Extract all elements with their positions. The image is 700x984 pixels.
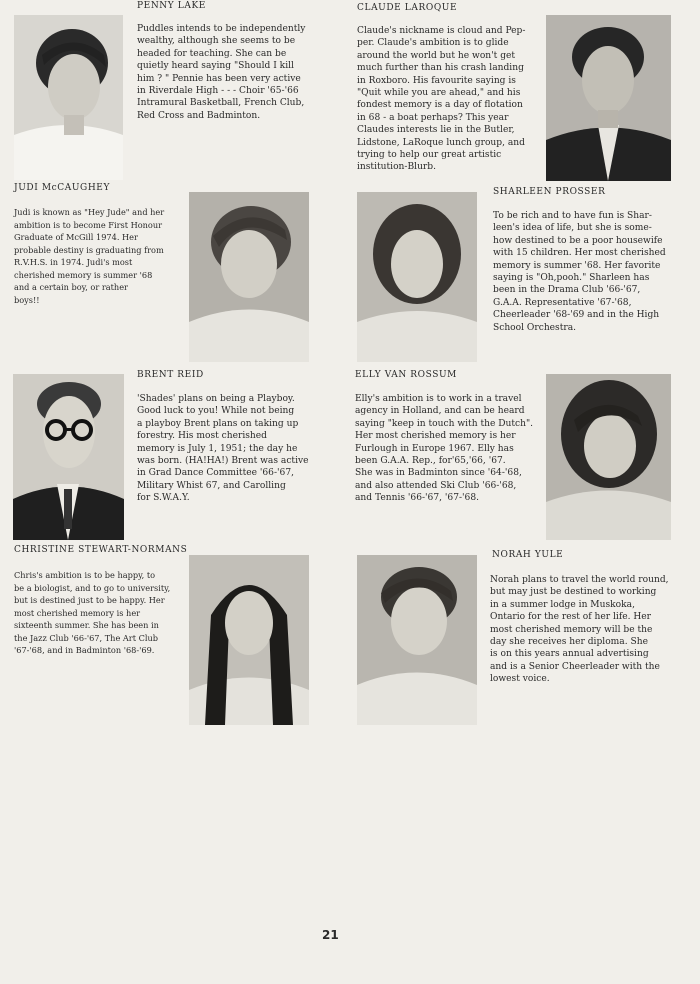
student-name: SHARLEEN PROSSER	[493, 187, 606, 197]
student-photo-judi-mccaughey	[189, 192, 309, 362]
student-photo-norah-yule	[357, 555, 477, 725]
student-bio: To be rich and to have fun is Shar- leen's idea of life, but she is some- how destined to be a poor housewife with 15 children. Her most cherished memory is summer '68. Her favorite saying is "Oh,pooh." Sharleen has been in the Drama Club '66-'67, G.A.A. Representative '67-'68, Cheerleader '68-'69 and in the High School Orchestra.	[493, 211, 666, 333]
student-photo-elly-van-rossum	[546, 374, 671, 540]
student-bio: Judi is known as "Hey Jude" and her ambition is to become First Honour Graduate of McGill 1974. Her probable destiny is graduating from R.V.H.S. in 1974. Judi's most cherished memory is summer '68 and a certain boy, or rather boys!!	[14, 207, 165, 305]
student-bio: Claude's nickname is cloud and Pep- per. Claude's ambition is to glide around the world but he won't get much further than his crash landing in Roxboro. His favourite saying is "Quit while you are ahead," and his fondest memory is a day of flotation in 68 - a boat perhaps? This year Claudes interests lie in the Butler, Lidstone, LaRoque lunch group, and trying to help our great artistic institution-Blurb.	[357, 26, 526, 173]
student-photo-claude-laroque	[546, 15, 671, 181]
student-photo-penny-lake	[14, 15, 123, 180]
student-bio: Norah plans to travel the world round, but may just be destined to working in a summer lodge in Muskoka, Ontario for the rest of her life. Her most cherished memory will be the day she receives her diploma. She is on this years annual advertising and is a Senior Cheerleader with the lowest voice.	[490, 575, 669, 685]
student-name: NORAH YULE	[492, 550, 564, 560]
student-photo-brent-reid	[13, 374, 124, 540]
student-name: CLAUDE LAROQUE	[357, 3, 458, 13]
student-bio: 'Shades' plans on being a Playboy. Good luck to you! While not being a playboy Brent plans on taking up forestry. His most cherished memory is July 1, 1951; the day he was born. (HA!HA!) Brent was active in Grad Dance Committee '66-'67, Military Whist 67, and Carolling for S.W.A.Y.	[137, 394, 309, 504]
student-bio: Elly's ambition is to work in a travel agency in Holland, and can be heard saying "keep in touch with the Dutch". Her most cherished memory is her Furlough in Europe 1967. Elly has been G.A.A. Rep., for'65,'66, '67. She was in Badminton since '64-'68, and also attended Ski Club '66-'68, and Tennis '66-'67, '67-'68.	[355, 394, 534, 504]
student-name: CHRISTINE STEWART-NORMANS	[14, 545, 188, 555]
page-number: 21	[322, 928, 339, 942]
student-name: ELLY VAN ROSSUM	[355, 370, 458, 380]
student-photo-sharleen-prosser	[357, 192, 477, 362]
student-bio: Puddles intends to be independently wealthy, although she seems to be headed for teaching. She can be quietly heard saying "Should I kill him ? " Pennie has been very active in Riverdale High - - - Choir '65-'66 Intramural Basketball, French Club, Red Cross and Badminton.	[137, 24, 306, 121]
student-photo-christine-stewart-normans	[189, 555, 309, 725]
student-name: BRENT REID	[137, 370, 204, 380]
student-name: JUDI McCAUGHEY	[14, 183, 111, 193]
student-name: PENNY LAKE	[137, 1, 206, 11]
student-bio: Chris's ambition is to be happy, to be a biologist, and to go to university, but is destined just to be happy. Her most cherished memory is her sixteenth summer. She has been in the Jazz Club '66-'67, The Art Club '67-'68, and in Badminton '68-'69.	[14, 570, 171, 655]
